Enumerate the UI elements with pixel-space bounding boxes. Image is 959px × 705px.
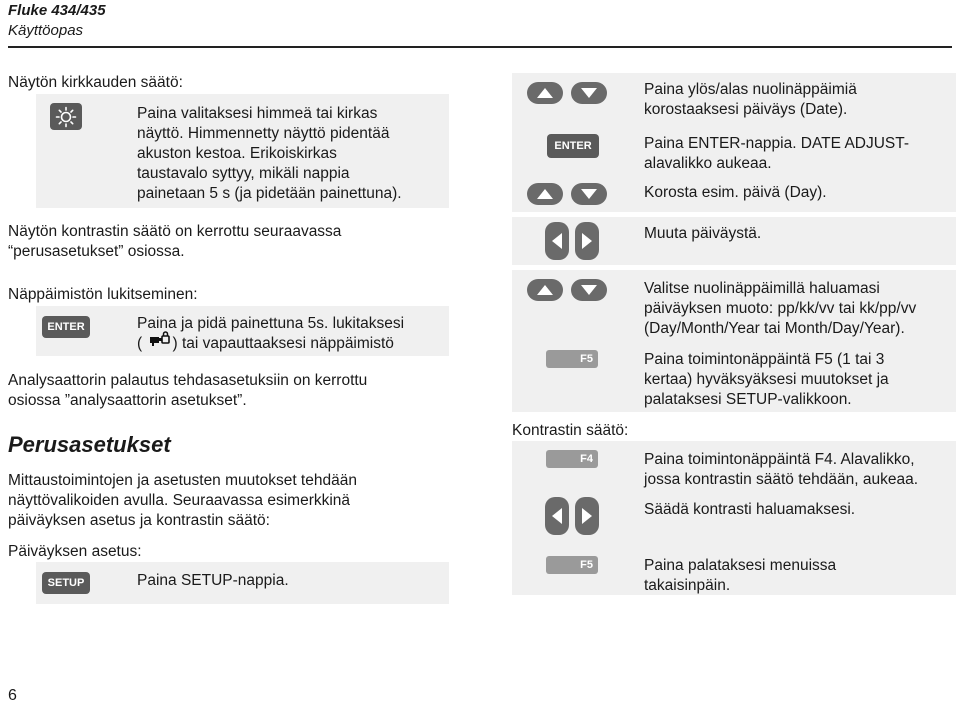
brightness-line: akuston kestoa. Erikoiskirkas xyxy=(137,145,337,162)
setup-key[interactable]: SETUP xyxy=(42,572,90,594)
enter-key[interactable]: ENTER xyxy=(42,316,90,338)
manual-title: Fluke 434/435 xyxy=(8,2,106,19)
setup-text: Paina SETUP-nappia. xyxy=(137,572,289,589)
brightness-line: painetaan 5 s (ja pidetään painettuna). xyxy=(137,185,402,202)
key-lock-icon xyxy=(149,331,171,351)
step-5 xyxy=(644,279,916,339)
step-5-line: (Day/Month/Year tai Month/Day/Year). xyxy=(644,320,905,337)
up-arrow-key[interactable] xyxy=(527,183,563,205)
up-arrow-icon xyxy=(536,188,554,200)
step-6-line: kertaa) hyväksyäksesi muutokset ja xyxy=(644,371,889,388)
up-arrow-key[interactable] xyxy=(527,82,563,104)
keylock-heading: Näppäimistön lukitseminen: xyxy=(8,286,198,303)
step-5-line: Valitse nuolinäppäimillä haluamasi xyxy=(644,280,880,297)
reset-note-line: osiossa ”analysaattorin asetukset”. xyxy=(8,392,247,409)
step-4: Muuta päiväystä. xyxy=(644,225,762,242)
brightness-heading: Näytön kirkkauden säätö: xyxy=(8,74,183,91)
manual-subtitle: Käyttöopas xyxy=(8,22,84,39)
down-arrow-icon xyxy=(580,188,598,200)
left-arrow-icon xyxy=(551,507,563,525)
up-arrow-key[interactable] xyxy=(527,279,563,301)
up-down-keys-2 xyxy=(527,183,607,205)
sun-icon xyxy=(55,106,77,128)
date-heading: Päiväyksen asetus: xyxy=(8,543,142,560)
keylock-line-2-rest: ) tai vapauttaaksesi näppäimistö xyxy=(172,335,394,352)
left-right-keys-1 xyxy=(545,222,599,260)
step-9 xyxy=(644,556,836,596)
enter-key-right[interactable]: ENTER xyxy=(547,134,599,158)
step-2-line: Paina ENTER-nappia. DATE ADJUST- xyxy=(644,135,910,152)
down-arrow-key[interactable] xyxy=(571,279,607,301)
down-arrow-icon xyxy=(580,87,598,99)
step-7-line: Paina toimintonäppäintä F4. Alavalikko, xyxy=(644,451,915,468)
step-8: Säädä kontrasti haluamaksesi. xyxy=(644,501,856,518)
settings-intro xyxy=(8,471,357,531)
up-down-keys-1 xyxy=(527,82,607,104)
left-arrow-key[interactable] xyxy=(545,222,569,260)
left-arrow-icon xyxy=(551,232,563,250)
step-1-line: Paina ylös/alas nuolinäppäimiä xyxy=(644,81,857,98)
settings-intro-line: Mittaustoimintojen ja asetusten muutokset tehdään xyxy=(8,472,357,489)
step-6-line: palataksesi SETUP-valikkoon. xyxy=(644,391,852,408)
step-6-line: Paina toimintonäppäintä F5 (1 tai 3 xyxy=(644,351,885,368)
contrast-heading: Kontrastin säätö: xyxy=(512,422,629,439)
contrast-note-line: Näytön kontrastin säätö on kerrottu seuraavassa xyxy=(8,223,342,240)
brightness-key[interactable] xyxy=(50,103,82,130)
contrast-note-line: “perusasetukset” osiossa. xyxy=(8,243,185,260)
keylock-line-1: Paina ja pidä painettuna 5s. lukitaksesi xyxy=(137,315,405,332)
right-arrow-icon xyxy=(581,507,593,525)
down-arrow-icon xyxy=(580,284,598,296)
right-arrow-key[interactable] xyxy=(575,497,599,535)
step-9-line: takaisinpäin. xyxy=(644,577,731,594)
up-down-keys-3 xyxy=(527,279,607,301)
brightness-line: taustavalo syttyy, mikäli nappia xyxy=(137,165,350,182)
section-heading: Perusasetukset xyxy=(8,432,171,457)
brightness-line: näyttö. Himmennetty näyttö pidentää xyxy=(137,125,390,142)
step-9-line: Paina palataksesi menuissa xyxy=(644,557,837,574)
step-7 xyxy=(644,450,918,490)
f5-key-2[interactable]: F5 xyxy=(546,556,598,574)
step-2-line: alavalikko aukeaa. xyxy=(644,155,772,172)
contrast-note xyxy=(8,222,341,262)
header-divider xyxy=(8,46,952,48)
step-5-line: päiväyksen muoto: pp/kk/vv tai kk/pp/vv xyxy=(644,300,917,317)
left-right-keys-2 xyxy=(545,497,599,535)
left-arrow-key[interactable] xyxy=(545,497,569,535)
step-3: Korosta esim. päivä (Day). xyxy=(644,184,827,201)
settings-intro-line: päiväyksen asetus ja kontrastin säätö: xyxy=(8,512,270,529)
brightness-line: Paina valitaksesi himmeä tai kirkas xyxy=(137,105,378,122)
step-1 xyxy=(644,80,857,120)
keylock-line-2 xyxy=(137,334,394,354)
f5-key[interactable]: F5 xyxy=(546,350,598,368)
right-arrow-icon xyxy=(581,232,593,250)
reset-note xyxy=(8,371,367,411)
right-arrow-key[interactable] xyxy=(575,222,599,260)
up-arrow-icon xyxy=(536,87,554,99)
down-arrow-key[interactable] xyxy=(571,183,607,205)
step-6 xyxy=(644,350,889,410)
up-arrow-icon xyxy=(536,284,554,296)
f4-key[interactable]: F4 xyxy=(546,450,598,468)
step-1-line: korostaaksesi päiväys (Date). xyxy=(644,101,848,118)
down-arrow-key[interactable] xyxy=(571,82,607,104)
reset-note-line: Analysaattorin palautus tehdasasetuksiin on kerrottu xyxy=(8,372,368,389)
page-number: 6 xyxy=(8,687,17,704)
step-2 xyxy=(644,134,909,174)
keylock-paren-open: ( xyxy=(137,335,143,352)
brightness-description xyxy=(137,104,402,204)
settings-intro-line: näyttövalikoiden avulla. Seuraavassa esimerkkinä xyxy=(8,492,351,509)
step-7-line: jossa kontrastin säätö tehdään, aukeaa. xyxy=(644,471,919,488)
